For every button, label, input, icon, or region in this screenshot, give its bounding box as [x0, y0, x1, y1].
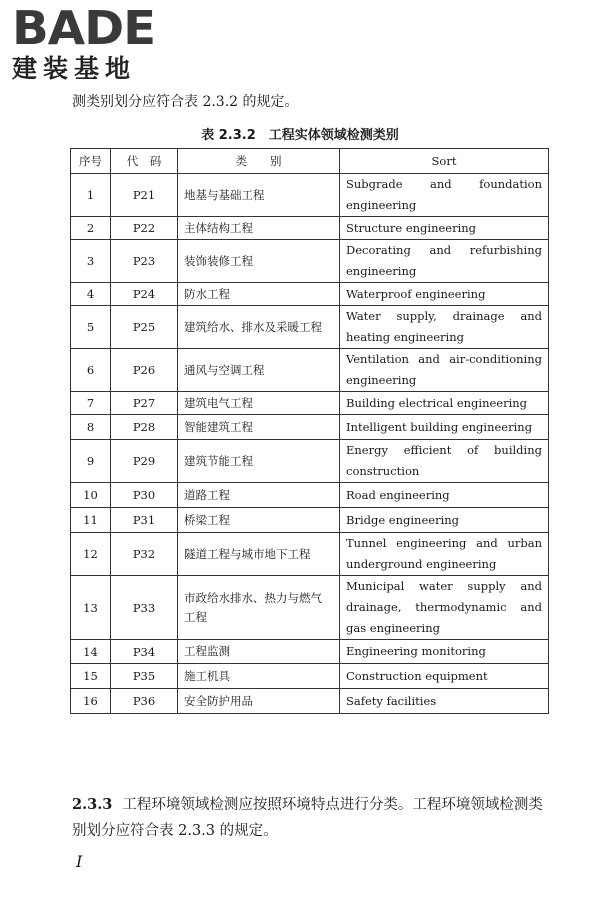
table-row: [71, 533, 549, 576]
logo-brand-text: BADE: [12, 1, 156, 55]
cell-no: 10: [71, 483, 111, 508]
table-header-row: [71, 149, 549, 174]
table-row: [71, 174, 549, 217]
clause-number: 2.3.3: [72, 796, 113, 813]
cell-category: 建筑节能工程: [178, 440, 340, 483]
cell-category: 安全防护用品: [178, 689, 340, 714]
clause-2-3-3: [72, 792, 550, 844]
cell-category: 装饰装修工程: [178, 240, 340, 283]
header-code: 代 码: [111, 149, 178, 174]
cell-sort: Energy efficient of building construction: [340, 440, 549, 483]
cell-no: 15: [71, 664, 111, 689]
header-no: 序号: [71, 149, 111, 174]
cell-code: P30: [111, 483, 178, 508]
table-row: [71, 576, 549, 640]
table-row: [71, 664, 549, 689]
cell-category: 隧道工程与城市地下工程: [178, 533, 340, 576]
table-row: [71, 440, 549, 483]
cell-code: P29: [111, 440, 178, 483]
table-row: [71, 483, 549, 508]
cell-sort: Ventilation and air-conditioning engineering: [340, 349, 549, 392]
cell-no: 6: [71, 349, 111, 392]
cell-code: P21: [111, 174, 178, 217]
cell-category: 市政给水排水、热力与燃气工程: [178, 576, 340, 640]
cell-category: 桥梁工程: [178, 508, 340, 533]
cell-no: 5: [71, 306, 111, 349]
cell-code: P33: [111, 576, 178, 640]
cell-code: P36: [111, 689, 178, 714]
cell-code: P31: [111, 508, 178, 533]
cell-no: 11: [71, 508, 111, 533]
table-row: [71, 640, 549, 664]
cell-no: 4: [71, 283, 111, 306]
cell-sort: Construction equipment: [340, 664, 549, 689]
cell-no: 12: [71, 533, 111, 576]
cell-code: P32: [111, 533, 178, 576]
table-row: [71, 240, 549, 283]
table-row: [71, 508, 549, 533]
page-number: I: [76, 852, 83, 871]
cell-code: P35: [111, 664, 178, 689]
table-row: [71, 392, 549, 415]
cell-category: 防水工程: [178, 283, 340, 306]
table-row: [71, 283, 549, 306]
cell-code: P25: [111, 306, 178, 349]
table-row: [71, 349, 549, 392]
cell-sort: Engineering monitoring: [340, 640, 549, 664]
cell-sort: Road engineering: [340, 483, 549, 508]
cell-code: P27: [111, 392, 178, 415]
table-row: [71, 306, 549, 349]
cell-sort: Water supply, drainage and heating engineering: [340, 306, 549, 349]
cell-no: 9: [71, 440, 111, 483]
cell-category: 地基与基础工程: [178, 174, 340, 217]
cell-code: P26: [111, 349, 178, 392]
cell-category: 道路工程: [178, 483, 340, 508]
cell-code: P22: [111, 217, 178, 240]
cell-no: 13: [71, 576, 111, 640]
inspection-category-table: [70, 148, 549, 714]
cell-code: P24: [111, 283, 178, 306]
clause-text: 工程环境领域检测应按照环境特点进行分类。工程环境领域检测类别划分应符合表 2.3.3 的规定。: [72, 797, 543, 839]
cell-no: 8: [71, 415, 111, 440]
table-caption: 表 2.3.2 工程实体领域检测类别: [201, 128, 399, 143]
cell-category: 建筑电气工程: [178, 392, 340, 415]
cell-category: 工程监测: [178, 640, 340, 664]
table-row: [71, 415, 549, 440]
cell-no: 7: [71, 392, 111, 415]
cell-sort: Waterproof engineering: [340, 283, 549, 306]
header-sort: Sort: [340, 149, 549, 174]
cell-category: 施工机具: [178, 664, 340, 689]
cell-no: 3: [71, 240, 111, 283]
cell-category: 智能建筑工程: [178, 415, 340, 440]
cell-sort: Bridge engineering: [340, 508, 549, 533]
cell-category: 通风与空调工程: [178, 349, 340, 392]
cell-category: 主体结构工程: [178, 217, 340, 240]
cell-code: P34: [111, 640, 178, 664]
table-row: [71, 689, 549, 714]
cell-sort: Decorating and refurbishing engineering: [340, 240, 549, 283]
bade-logo: [12, 1, 182, 84]
cell-no: 16: [71, 689, 111, 714]
intro-text: 测类别划分应符合表 2.3.2 的规定。: [72, 94, 299, 110]
cell-sort: Safety facilities: [340, 689, 549, 714]
cell-sort: Tunnel engineering and urban underground engineering: [340, 533, 549, 576]
cell-no: 2: [71, 217, 111, 240]
header-category: 类 别: [178, 149, 340, 174]
cell-code: P23: [111, 240, 178, 283]
table-body: [71, 174, 549, 714]
cell-no: 14: [71, 640, 111, 664]
cell-sort: Building electrical engineering: [340, 392, 549, 415]
cell-sort: Subgrade and foundation engineering: [340, 174, 549, 217]
cell-sort: Municipal water supply and drainage, thermodynamic and gas engineering: [340, 576, 549, 640]
cell-no: 1: [71, 174, 111, 217]
logo-tagline: 建装基地: [12, 54, 137, 83]
cell-sort: Structure engineering: [340, 217, 549, 240]
table-row: [71, 217, 549, 240]
cell-sort: Intelligent building engineering: [340, 415, 549, 440]
cell-category: 建筑给水、排水及采暖工程: [178, 306, 340, 349]
cell-code: P28: [111, 415, 178, 440]
